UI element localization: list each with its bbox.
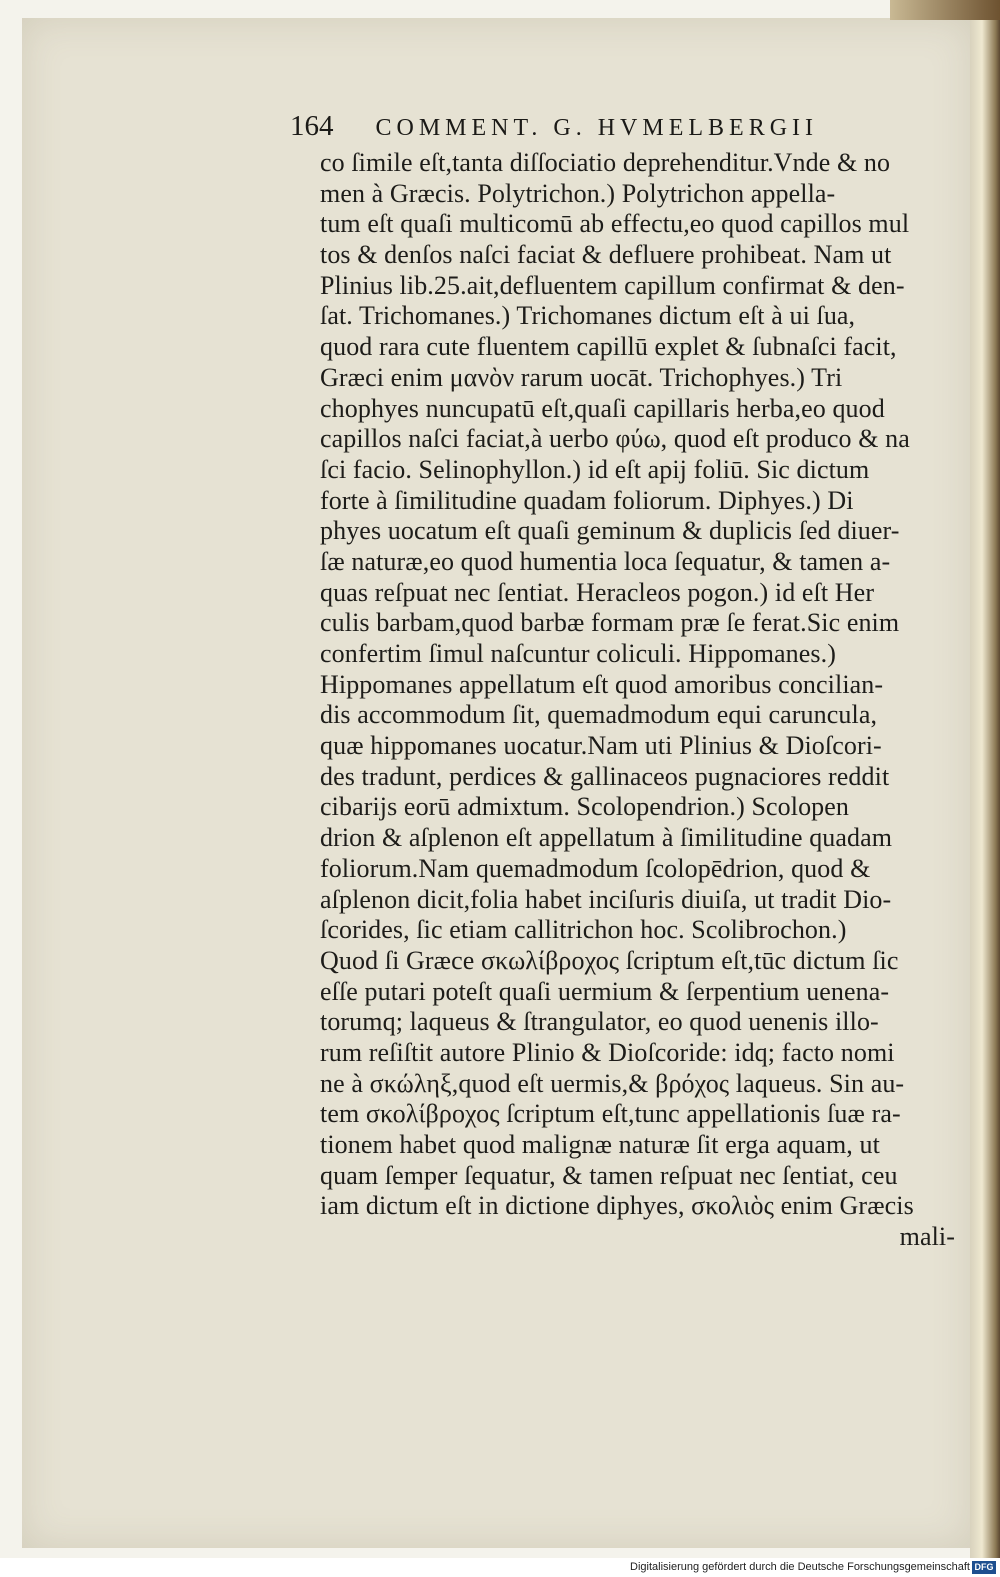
catchword: mali- [899, 1222, 955, 1252]
text-line: ſcorides, ſic etiam callitrichon hoc. Scolibrochon.) [320, 915, 847, 945]
text-line: men à Græcis. Polytrichon.) Polytrichon appella- [320, 178, 836, 208]
text-line: quas reſpuat nec ſentiat. Heracleos pogon.) id eſt Her [320, 577, 875, 607]
text-line: ſci facio. Selinophyllon.) id eſt apij foliū. Sic dictum [320, 454, 870, 484]
text-line: tem σκολίβροχος ſcriptum eſt,tunc appellationis ſuæ ra- [320, 1099, 901, 1129]
text-line: dis accommodum ſit, quemadmodum equi caruncula, [320, 700, 878, 730]
text-line: phyes uocatum eſt quaſi geminum & duplicis ſed diuer- [320, 516, 900, 546]
text-line: torumq; laqueus & ſtrangulator, eo quod uenenis illo- [320, 1007, 879, 1037]
text-line: culis barbam,quod barbæ formam præ ſe ferat.Sic enim [320, 608, 900, 638]
text-line: ſat. Trichomanes.) Trichomanes dictum eſt à ui ſua, [320, 301, 856, 331]
text-line: quæ hippomanes uocatur.Nam uti Plinius & Dioſcori- [320, 731, 882, 761]
text-line: quam ſemper ſequatur, & tamen reſpuat nec ſentiat, ceu [320, 1160, 898, 1190]
text-line: Græci enim μανὸν rarum uocāt. Trichophyes.) Tri [320, 362, 843, 392]
text-line: co ſimile eſt,tanta diſſociatio deprehenditur.Vnde & no [320, 148, 891, 177]
text-line: Plinius lib.25.ait,defluentem capillum confirmat & den- [320, 270, 905, 300]
text-line: cibarijs eorū admixtum. Scolopendrion.) Scolopen [320, 792, 850, 822]
text-line: Quod ſi Græce σκωλίβροχος ſcriptum eſt,tūc dictum ſic [320, 945, 899, 975]
text-line: tum eſt quaſi multicomū ab effectu,eo quod capillos mul [320, 209, 910, 239]
book-edge [970, 0, 1000, 1558]
text-line: foliorum.Nam quemadmodum ſcolopēdrion, quod & [320, 853, 871, 883]
running-head: COMMENT. G. HVMELBERGII [375, 115, 819, 141]
body-text [320, 148, 960, 1253]
page-header [290, 110, 930, 150]
text-line: ſæ naturæ,eo quod humentia loca ſequatur, & tamen a- [320, 546, 891, 576]
text-line: tionem habet quod malignæ naturæ ſit erga aquam, ut [320, 1130, 880, 1159]
text-line: eſſe putari poteſt quaſi uermium & ſerpentium uenena- [320, 976, 890, 1006]
text-line: confertim ſimul naſcuntur coliculi. Hippomanes.) [320, 639, 837, 668]
text-line: drion & aſplenon eſt appellatum à ſimilitudine quadam [320, 823, 893, 853]
text-line: iam dictum eſt in dictione diphyes, σκολιὸς enim Græcis [320, 1191, 914, 1221]
footer-credit [0, 1558, 1000, 1577]
text-line: Hippomanes appellatum eſt quod amoribus concilian- [320, 669, 884, 699]
book-binding-corner [890, 0, 1000, 20]
text-line: capillos naſci faciat,à uerbo φύω, quod eſt produco & na [320, 424, 910, 454]
text-line: forte à ſimilitudine quadam foliorum. Diphyes.) Di [320, 485, 854, 515]
text-line: chophyes nuncupatū eſt,quaſi capillaris herba,eo quod [320, 393, 885, 423]
footer-text: Digitalisierung gefördert durch die Deutsche Forschungsgemeinschaft [630, 1561, 970, 1573]
dfg-logo: DFG [972, 1561, 996, 1574]
page-number: 164 [290, 110, 334, 142]
text-line: des tradunt, perdices & gallinaceos pugnaciores reddit [320, 761, 890, 791]
text-line: tos & denſos naſci faciat & defluere prohibeat. Nam ut [320, 240, 892, 270]
text-line: quod rara cute fluentem capillū explet & ſubnaſci facit, [320, 332, 897, 362]
text-line: rum reſiſtit autore Plinio & Dioſcoride: idq; facto nomi [320, 1037, 895, 1067]
text-line: aſplenon dicit,folia habet inciſuris diuiſa, ut tradit Dio- [320, 884, 892, 914]
text-line: ne à σκώληξ,quod eſt uermis,& βρόχος laqueus. Sin au- [320, 1068, 905, 1098]
